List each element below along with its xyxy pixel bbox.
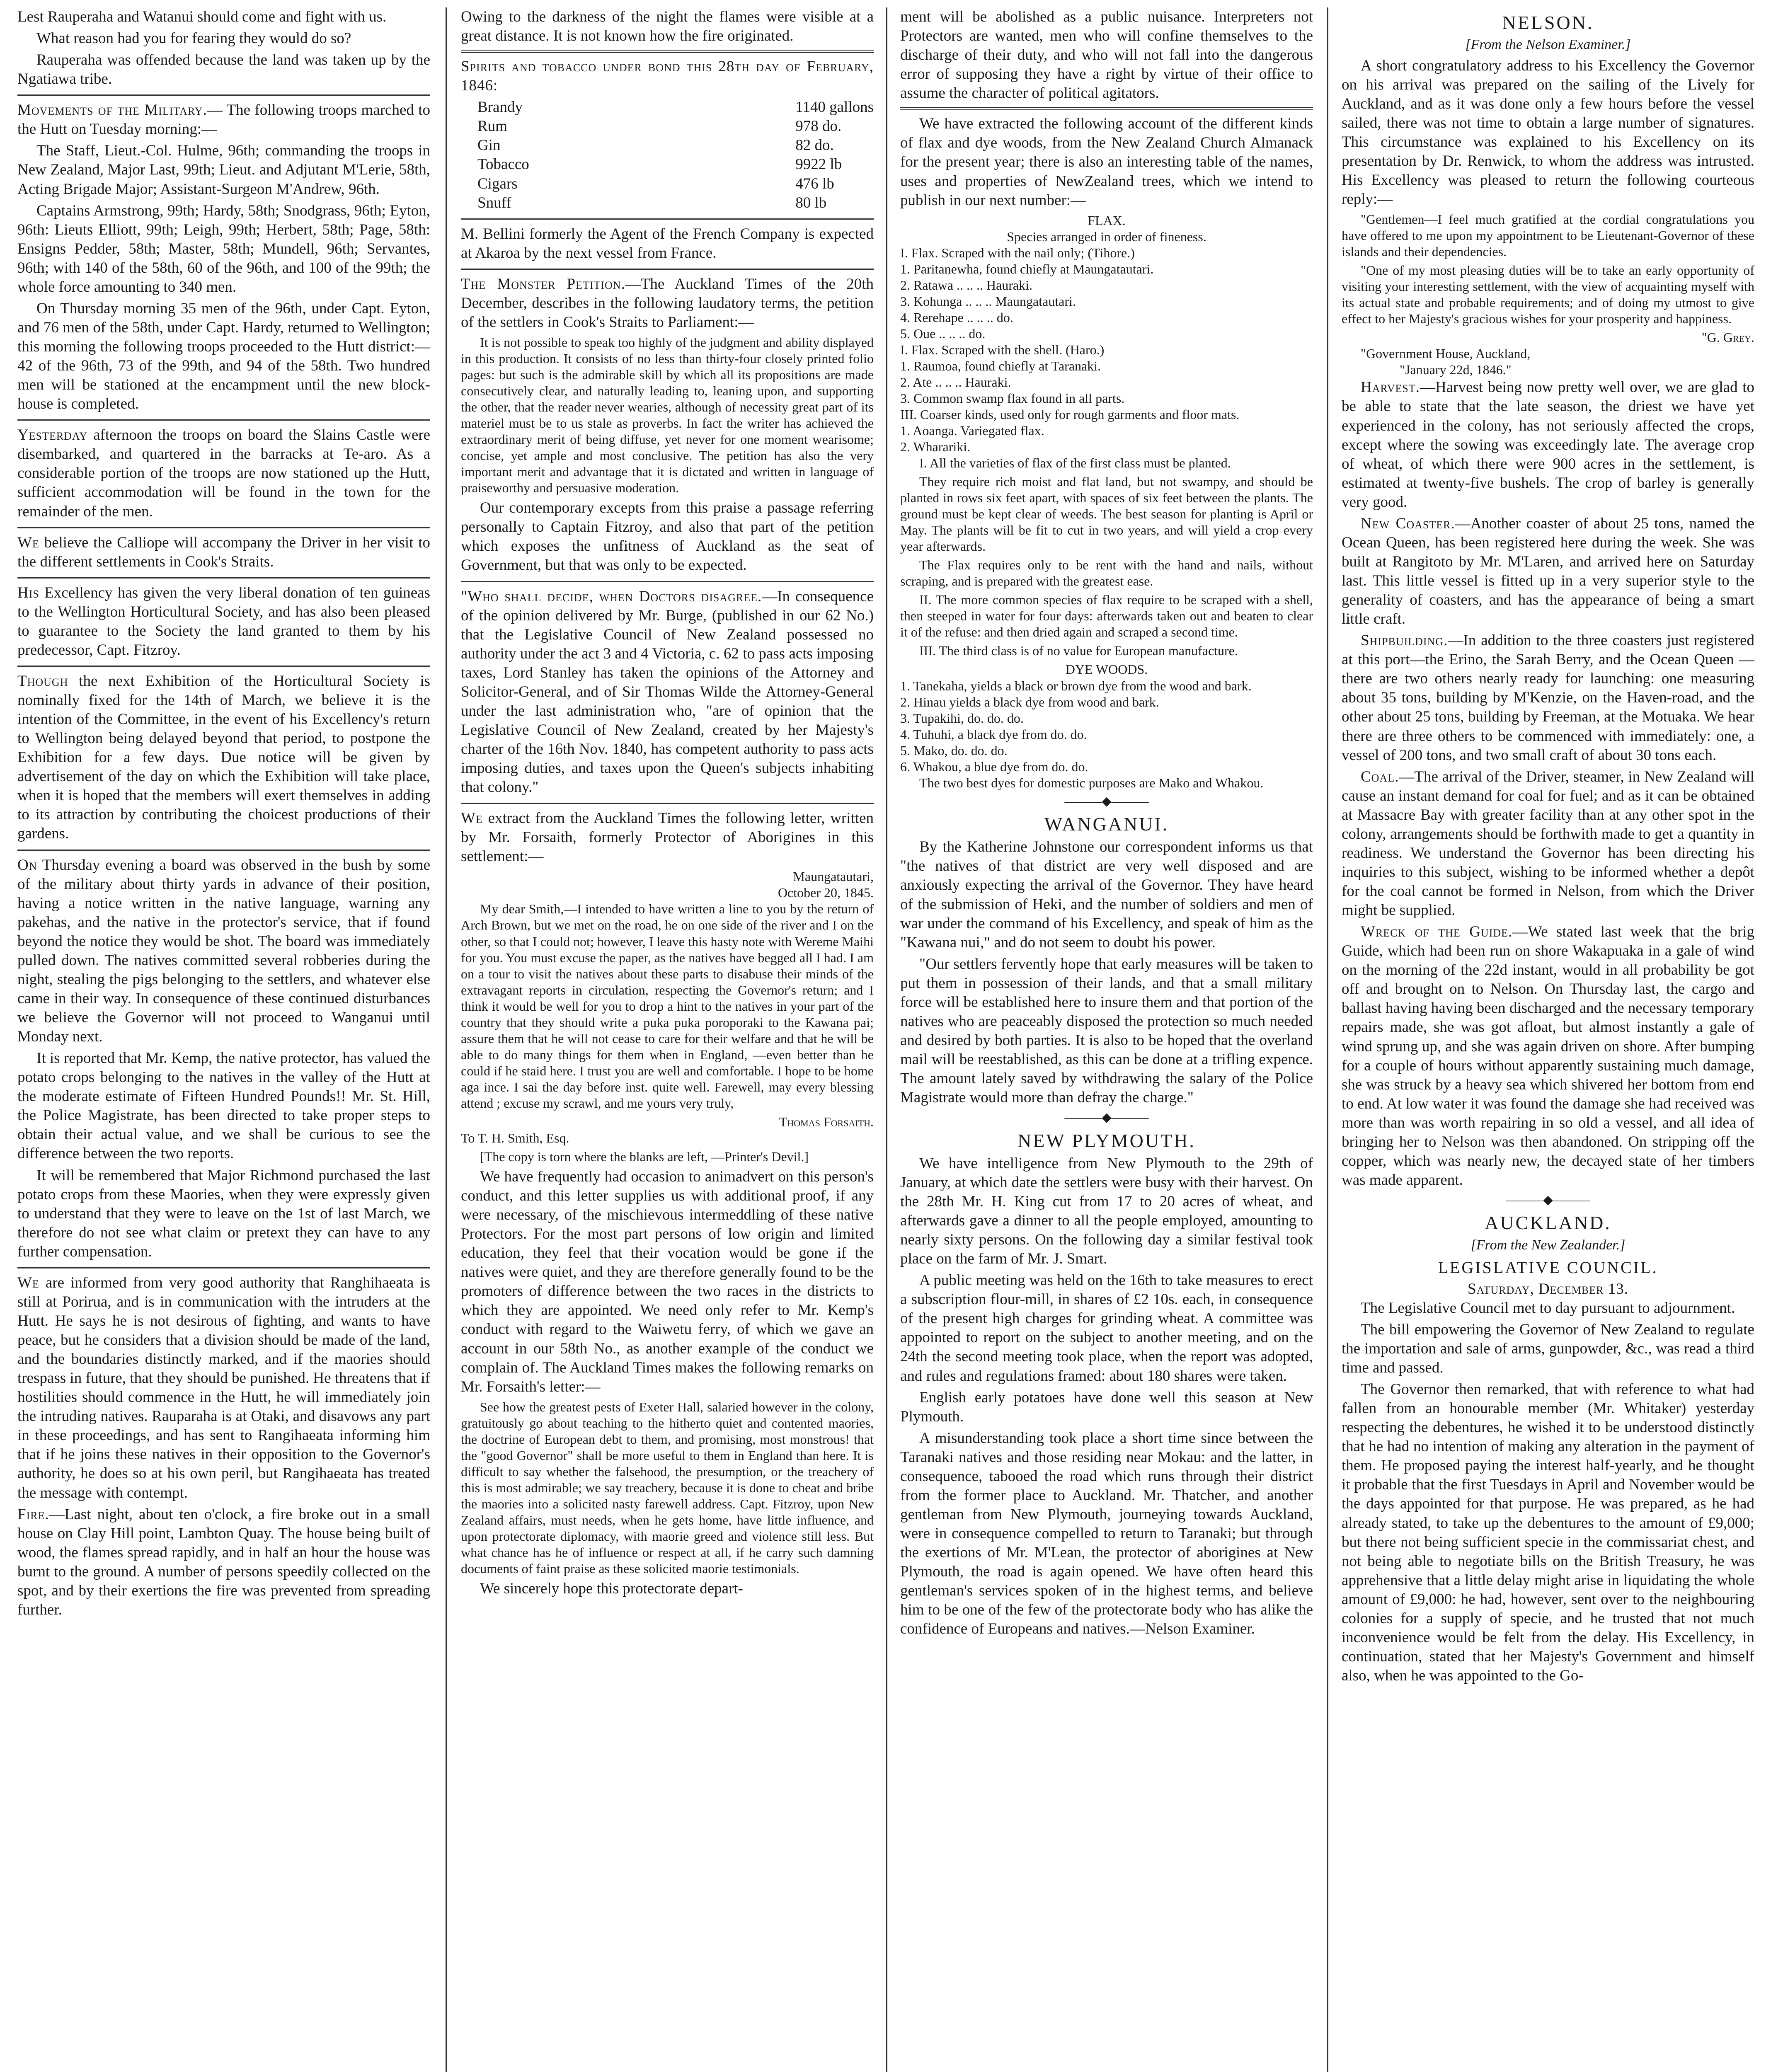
article-paragraph (17, 201, 430, 297)
stock-item: Brandy (477, 99, 523, 116)
article-paragraph (17, 856, 430, 1047)
article-paragraph (17, 672, 430, 844)
stock-quantity: 1140 gallons (795, 99, 874, 116)
reply-paragraph-2: "One of my most pleasing duties will be to take an early opportunity of visiting your interesting settlement, with the view of acquainting myself with its actual state and probable requirements; and of doing my utmost to give effect to her Majesty's gracious wishes for your prosperity and happiness. (1342, 263, 1754, 327)
council-paragraph-1: The Legislative Council met to day pursuant to adjournment. (1361, 1299, 1735, 1317)
flax-list-item: 2. Wharariki. (900, 439, 971, 455)
paragraph-text: — The following troops marched to the Hutt on Tuesday morning:— (17, 102, 430, 138)
reply-signature: "G. Grey. (1701, 330, 1754, 345)
new-plymouth-paragraph-3: English early potatoes have done well this season at New Plymouth. (900, 1389, 1313, 1425)
flax-list-item: 5. Oue .. .. .. do. (900, 326, 986, 341)
stock-quantity: 80 lb (795, 194, 827, 211)
flax-list (900, 245, 1313, 455)
letter-date: October 20, 1845. (778, 885, 874, 900)
wanganui-heading: WANGANUI. (1044, 813, 1169, 835)
new-plymouth-paragraph-1: We have intelligence from New Plymouth to the 29th of January, at which date the settlers were busy with their harvest. On the 28th Mr. H. King cut from 17 to 20 acres of wheat, and afterwards gave a dinner to all the people employed, amounting to nearly sixty persons. On the following day a similar festival took place on the farm of Mr. J. Smart. (900, 1155, 1313, 1268)
lead-words: Though (17, 672, 68, 690)
divider (461, 218, 874, 220)
stock-item: Cigars (477, 175, 518, 192)
article-paragraph (17, 426, 430, 521)
column-rule (1327, 7, 1328, 2072)
letter-recipient: To T. H. Smith, Esq. (461, 1130, 569, 1145)
paragraph-text: On Thursday morning 35 men of the 96th, under Capt. Eyton, and 76 men of the 58th, under Capt. Hardy, returned to Wellington; this morning the following troops proceeded to the Hutt district:—42 of the 96th, 73 of the 99th, and 94 of the 58th. Two hundred men will be stationed at the encampment until the new block-house is completed. (17, 300, 430, 413)
divider (17, 850, 430, 851)
dye-list-item: 3. Tupakihi, do. do. do. (900, 710, 1024, 726)
ornament-icon: ———◆——— (1506, 1193, 1590, 1207)
council-heading: LEGISLATIVE COUNCIL. (1438, 1258, 1658, 1277)
article-paragraph (17, 7, 430, 27)
flax-list-item: I. Flax. Scraped with the nail only; (Tihore.) (900, 245, 1135, 260)
paragraph-text: Captains Armstrong, 99th; Hardy, 58th; Snodgrass, 96th; Eyton, 96th: Lieuts Elliott, 99th; Leigh, 99th; Herbert, 58th; Page, 58th: Ensigns Pedder, 58th; Master, 58th; Mundell, 96th; Servantes, 96th; with 140 of the 58th, 60 of the 96th, and 100 of the 99th; the whole force amounting to 340 men. (17, 202, 430, 295)
article-paragraph (17, 51, 430, 89)
paragraph-text: What reason had you for fearing they would do so? (36, 30, 351, 47)
bellini-notice: M. Bellini formerly the Agent of the French Company is expected at Akaroa by the next vessel from France. (461, 225, 874, 261)
letter-signature: Thomas Forsaith. (779, 1114, 874, 1129)
flax-list-item: 3. Common swamp flax found in all parts. (900, 390, 1125, 406)
divider (17, 419, 430, 421)
column-4 (1332, 7, 1764, 2072)
new-plymouth-paragraph-2: A public meeting was held on the 16th to take measures to erect a subscription flour-mill, in shares of £2 10s. each, in consequence of the present high charges for grinding wheat. A committee was appointed to report on the subject to another meeting, and on the 24th the second meeting took place, when the report was adopted, and rules and regulations framed: about 180 shares were taken. (900, 1272, 1313, 1385)
stock-item: Rum (477, 118, 507, 135)
new-plymouth-paragraph-4: A misunderstanding took place a short time since between the Taranaki natives and those residing near Mokau: and the latter, in consequence, tabooed the road which runs through their district from the former place to Auckland. Mr. Thatcher, and another gentleman from New Plymouth, journeying towards Auckland, were in consequence compelled to return to Taranaki; but through the exertions of Mr. M'Lean, the protector of aborigines at New Plymouth, the road is again opened. We have often heard this gentleman's services spoken of in the highest terms, and believe him to be one of the few of the protectorate body who has alike the confidence of Europeans and natives.—Nelson Examiner. (900, 1429, 1313, 1638)
nelson-paragraph: A short congratulatory address to his Excellency the Governor on his arrival was prepared on the sailing of the Lively for Auckland, and as it was done only a few hours before the vessel sailed, there was not time to obtain a large number of signatures. This circumstance was explained to his Excellency on its presentation by Dr. Renwick, to whom the address was intrusted. His Excellency was pleased to return the following courteous reply:— (1342, 57, 1754, 208)
nelson-heading: NELSON. (1502, 12, 1594, 33)
extract-paragraph: We extract from the Auckland Times the following letter, written by Mr. Forsaith, formerly Protector of Aborigines in this settlement:— (461, 810, 874, 865)
dye-list-item: 1. Tanekaha, yields a black or brown dye from the wood and bark. (900, 678, 1252, 693)
flax-note: I. All the varieties of flax of the first class must be planted. (919, 455, 1231, 471)
paragraph-text: are informed from very good authority that Ranghihaeata is still at Porirua, and is in communication with the intruders at the Hutt. He says he is not desirous of fighting, and wants to have peace, but he considers that a division should be made of the land, and the boundaries distinctly marked, and if the maories should trespass in future, that they should be punished. He threatens that if hostilities should commence in the Hutt, he will immediately join the intruding natives. Rauparaha is at Otaki, and disavows any part in these proceedings, and has sent to Rangihaeata informing him that if he joins these natives in their opposition to the Governor's authority, he does so at his own peril, but Rangihaeata has treated the message with contempt. (17, 1274, 430, 1501)
lead-words: His (17, 584, 39, 601)
column-1 (8, 7, 439, 2072)
petition-paragraph: The Monster Petition.—The Auckland Times of the 20th December, describes in the following laudatory terms, the petition of the settlers in Cook's Straits to Parliament:— (461, 275, 874, 331)
council-paragraph-3: The Governor then remarked, that with reference to what had fallen from an honourable member (Mr. Whitaker) yesterday respecting the debentures, he wished it to be understood distinctly that he had no intention of making any alteration in the payment of them. He proposed paying the interest half-yearly, and he thought it probable that the first Tuesdays in April and November would be the days appointed for that purpose. He was prepared, as he had already stated, to take up the debentures to the amount of £9,000; but there not being sufficient specie in the commissariat chest, and not being able to negotiate bills on the British Treasury, he was apprehensive that a little delay might arise in liquidating the whole amount of £9,000: he had, however, sent over to the neighbouring colonies for a supply of specie, and he trusted that not much inconvenience would be felt from the delay. His Excellency, in continuation, stated that her Majesty's Government and himself also, when he was appointed to the Go- (1342, 1381, 1754, 1685)
letter-body: My dear Smith,—I intended to have written a line to you by the return of Arch Brown, but we met on the road, he on one side of the river and I on the other, so that I could not; however, I leave this hasty note with Wereme Maihi for you. You must excuse the paper, as the natives have begged all I had. I am on a tour to visit the natives about these parts to disabuse their minds of the extravagant reports in circulation, respecting the Governor's return; and I think it would be well for you to drop a hint to the natives in your part of the country that they should write a puka puka poroporaki to the Kawana pai; assure them that he will not cease to care for their welfare and that he will be able to do many things for them when in England, —even better than he could if he staid here. I trust you are well and comfortable. I hope to be home aga ince. I sai the day before inst. quite well. Farewell, may every blessing attend ; excuse my scrawl, and me yours very truly, (461, 901, 874, 1111)
lead-words: Yesterday (17, 426, 88, 444)
article-paragraph (17, 1049, 430, 1163)
wreck-paragraph: Wreck of the Guide.—We stated last week that the brig Guide, which had been run on shore Wakapuaka in a gale of wind on the morning of the 22d instant, would in all probability be got off and brought on to Nelson. On Thursday last, the cargo and ballast having having been discharged and the necessary temporary repairs made, she was got afloat, but almost instantly a gale of wind sprung up, and she was again driven on shore. After bumping for a couple of hours without apparently sustaining much damage, she was struck by a heavy sea which shivered her bottom from end to end. At low water it was found the damage she had received was more than was worth repairing in so old a vessel, and all idea of bringing her to Nelson was then abandoned. On stripping off the copper, which was nearly new, the decayed state of her timbers was made apparent. (1342, 923, 1754, 1188)
paragraph-text: believe the Calliope will accompany the Driver in her visit to the different settlements in Cook's Straits. (17, 534, 430, 570)
article-paragraph (17, 29, 430, 48)
flax-list-item: 2. Ratawa .. .. .. Hauraki. (900, 277, 1033, 293)
article-paragraph (17, 141, 430, 198)
flax-notes (900, 455, 1313, 659)
article-paragraph (17, 1273, 430, 1503)
paragraph-text: It is reported that Mr. Kemp, the native protector, has valued the potato crops belonging to the natives in the valley of the Hutt at the moderate estimate of Fifteen Hundred Pounds!! Mr. St. Hill, the Police Magistrate, has been directed to take proper steps to obtain their actual value, and we shall be curious to see the difference between the two reports. (17, 1050, 430, 1162)
divider (17, 1267, 430, 1268)
lead-words: Fire. (17, 1506, 49, 1523)
paragraph-text: afternoon the troops on board the Slains Castle were disembarked, and quartered in the barracks at Te-aro. As a considerable portion of the troops are now stationed up the Hutt, sufficient accommodation will be found in the town for the remainder of the men. (17, 426, 430, 520)
ornament-icon: ———◆——— (1064, 794, 1149, 808)
column-rule (886, 7, 887, 2072)
auckland-source: [From the New Zealander.] (1470, 1237, 1626, 1253)
flax-intro: We have extracted the following account of the different kinds of flax and dye woods, from the New Zealand Church Almanack for the present year; there is also an interesting table of the names, uses and properties of NewZealand trees, which we intend to publish in our next number:— (900, 115, 1313, 209)
paragraph-text: The Staff, Lieut.-Col. Hulme, 96th; commanding the troops in New Zealand, Major Last, 99th; Lieut. and Adjutant M'Lerie, 58th, Acting Brigade Major; Assistant-Surgeon M'Andrew, 96th. (17, 142, 430, 198)
flax-list-item: 1. Aoanga. Variegated flax. (900, 423, 1044, 438)
flax-list-item: I. Flax. Scraped with the shell. (Haro.) (900, 342, 1105, 357)
column-rule (446, 7, 447, 2072)
dye-heading: DYE WOODS. (1065, 662, 1148, 677)
stock-item: Snuff (477, 194, 511, 211)
new-plymouth-heading: NEW PLYMOUTH. (1017, 1130, 1196, 1151)
divider (17, 577, 430, 579)
dye-list-item: 6. Whakou, a blue dye from do. do. (900, 759, 1088, 774)
flax-note: The Flax requires only to be rent with the hand and nails, without scraping, and is prepared with the greatest ease. (900, 557, 1313, 589)
column-2 (452, 7, 883, 2072)
stock-quantity: 978 do. (795, 118, 842, 135)
coaster-paragraph: New Coaster.—Another coaster of about 25 tons, named the Ocean Queen, has been registered here during the week. She was built at Rangitoto by Mr. M'Laren, and arrived here on Saturday last. This little vessel is fitted up in a very superior style to the generality of coasters, and has the appearance of being a smart little craft. (1342, 515, 1754, 628)
dye-list-item: 2. Hinau yields a black dye from wood and bark. (900, 694, 1159, 709)
nelson-source: [From the Nelson Examiner.] (1465, 37, 1631, 53)
harvest-paragraph: Harvest.—Harvest being now pretty well over, we are glad to be able to state that the late season, the driest we have yet experienced in the colony, has not seriously affected the crops, except where the sowing was exceedingly late. The average crop of wheat, of which there were 900 acres in the settlement, is estimated at twenty-five bushels. The crop of barley is generally very good. (1342, 379, 1754, 511)
article-paragraph (17, 583, 430, 660)
paragraph-text: Thursday evening a board was observed in the bush by some of the military about thirty yards in advance of their position, having a notice written in the native language, warning any pakehas, and the native in the protector's service, that if found beyond the notice they would be shot. The board was immediately pulled down. The natives committed several robberies during the night, stealing the pigs belonging to the settlers, and whatever else came in their way. In consequence of these continued disturbances we believe the Governor will not proceed to Wanganui until Monday next. (17, 856, 430, 1046)
protectorate-continued: ment will be abolished as a public nuisance. Interpreters not Protectors are wanted, men who will confine themselves to the discharge of their duty, and who will not fall into the dangerous error of supposing they have a right by virtue of their office to assume the character of political agitators. (900, 8, 1313, 102)
flax-note: II. The more common species of flax require to be scraped with a shell, then steeped in water for four days: afterwards taken out and beaten to clear it of the refuse: and then dried again and scraped a second time. (900, 592, 1313, 640)
dye-list (900, 678, 1313, 775)
paragraph-text: Rauperaha was offended because the land was taken up by the Ngatiawa tribe. (17, 51, 430, 88)
divider (900, 107, 1313, 110)
reply-paragraph-1: "Gentlemen—I feel much gratified at the cordial congratulations you have offered to me upon my appointment to be Lieutenant-Governor of these islands and their dependencies. (1342, 212, 1754, 259)
stock-item: Gin (477, 137, 501, 154)
paragraph-text: Lest Rauperaha and Watanui should come and fight with us. (17, 8, 387, 25)
divider (17, 94, 430, 96)
ornament-icon: ———◆——— (1064, 1111, 1149, 1125)
spirits-heading: Spirits and tobacco under bond this 28th day of February, 1846: (461, 58, 874, 94)
petition-quote: It is not possible to speak too highly of the judgment and ability displayed in this production. It consists of no less than thirty-four closely printed folio pages: but such is the admirable skill by which all its propositions are made consecutively clear, and naturally leading to, leaning upon, and supporting the other, that the reader never wearies, although of necessity great part of its materiel must be to us stale as proverbs. In fact the writer has achieved the extraordinary merit of being diffuse, yet never for one moment wearisome; concise, yet ample and most conclusive. The petition has also the very important merit and advantage that it is dictated and written in language of praiseworthy and persuasive moderation. (461, 334, 874, 496)
dye-list-item: 5. Mako, do. do. do. (900, 743, 1008, 758)
flax-note: They require rich moist and flat land, but not swampy, and should be planted in rows six feet apart, with spaces of six feet between the plants. The ground must be kept clear of weeds. The best season for planting is April or May. The plants will be fit to cut in two years, and will yield a crop every year afterwards. (900, 474, 1313, 554)
reply-date: "January 22d, 1846." (1400, 362, 1512, 378)
divider (461, 803, 874, 804)
divider (17, 666, 430, 667)
dye-note: The two best dyes for domestic purposes are Mako and Whakou. (919, 775, 1264, 790)
sincerely-paragraph: We sincerely hope this protectorate depart- (480, 1580, 743, 1598)
frequent-paragraph: We have frequently had occasion to animadvert on this person's conduct, and this letter supplies us with additional proof, if any were necessary, of the mischievous intermeddling of these native Protectors. For the most part persons of low origin and limited education, they feel that their vocation would be gone if the natives were quiet, and they are therefore generally found to be the promoters of difference between the two races in the districts to which they are appointed. We need only refer to Mr. Kemp's conduct with regard to the Waiwetu ferry, of which we gave an account in our 58th No., as another example of the conduct we complain of. The Auckland Times makes the following remarks on Mr. Forsaith's letter:— (461, 1168, 874, 1395)
divider (461, 50, 874, 53)
lead-words: We (17, 534, 39, 551)
lead-words: We (17, 1274, 39, 1291)
stock-quantity: 476 lb (795, 175, 834, 192)
flax-list-item: 1. Raumoa, found chiefly at Taranaki. (900, 358, 1101, 373)
contemporary-paragraph: Our contemporary excepts from this praise a passage referring personally to Captain Fitzroy, and also that part of the petition which exposes the unfitness of Auckland as the seat of Government, but that was only to be expected. (461, 499, 874, 574)
flax-note: III. The third class is of no value for European manufacture. (919, 643, 1238, 658)
stock-item: Tobacco (477, 156, 529, 173)
article-paragraph (17, 101, 430, 139)
article-paragraph (17, 1166, 430, 1261)
flax-list-item: III. Coarser kinds, used only for rough garments and floor mats. (900, 407, 1240, 422)
flax-list-item: 3. Kohunga .. .. .. Maungatautari. (900, 293, 1076, 309)
bonded-stock-table (477, 98, 874, 212)
lead-words: Movements of the Military. (17, 102, 207, 119)
auckland-heading: AUCKLAND. (1485, 1212, 1611, 1234)
divider (17, 527, 430, 528)
flax-order: Species arranged in order of fineness. (1007, 229, 1206, 244)
dye-list-item: 4. Tuhuhi, a black dye from do. do. (900, 726, 1087, 742)
article-paragraph (17, 1505, 430, 1619)
flax-heading: FLAX. (1088, 213, 1126, 228)
doctors-paragraph: "Who shall decide, when Doctors disagree.—In consequence of the opinion delivered by Mr. Burge, (published in our 62 No.) that the Legislative Council of New Zealand possessed no authority under the act 3 and 4 Victoria, c. 62 to pass acts imposing taxes, Lord Stanley has taken the opinions of the Attorney and Solicitor-General, and of Sir Thomas Wilde the Attorney-General under the last administration who, "are of opinion that the Legislative Council of New Zealand, created by her Majesty's charter of the 16th Nov. 1840, has competent authority to pass acts imposing duties, and taxes upon the Queen's subjects inhabiting that colony." (461, 588, 874, 796)
flax-list-item: 1. Paritanewha, found chiefly at Maungatautari. (900, 261, 1154, 276)
wanganui-paragraph-1: By the Katherine Johnstone our correspondent informs us that "the natives of that district are very well disposed and are anxiously expecting the arrival of the Governor. They have heard of the submission of Heki, and the number of soldiers and men of war under the command of his Excellency, and speak of him as the "Kawana nui," and do not seem to doubt his power. (900, 838, 1313, 951)
divider (461, 269, 874, 270)
reply-place: "Government House, Auckland, (1361, 346, 1531, 361)
column-3 (891, 7, 1322, 2072)
council-paragraph-2: The bill empowering the Governor of New Zealand to regulate the importation and sale of arms, gunpowder, &c., was read a third time and passed. (1342, 1321, 1754, 1377)
printer-note: [The copy is torn where the blanks are left, —Printer's Devil.] (480, 1149, 809, 1164)
fire-continued: Owing to the darkness of the night the flames were visible at a great distance. It is not known how the fire originated. (461, 8, 874, 45)
stock-quantity: 82 do. (795, 137, 834, 154)
flax-list-item: 2. Ate .. .. .. Hauraki. (900, 374, 1011, 390)
paragraph-text: the next Exhibition of the Horticultural Society is nominally fixed for the 14th of March, we believe it is the intention of the Committee, in the event of his Excellency's return to Wellington being delayed beyond that period, to postpone the Exhibition for a few days. Due notice will be given by advertisement of the day on which the Exhibition will take place, when it is hoped that the members will exert themselves in adding to its attraction by contributing the choicest productions of their gardens. (17, 672, 430, 842)
wanganui-paragraph-2: "Our settlers fervently hope that early measures will be taken to put them in possession of their lands, and that a small military force will be established here to insure them and that portion of the natives who are peaceably disposed the protection so much needed and desired by both parties. It is also to be hoped that the overland mail will be reestablished, as this can be done at a trifling expence. The amount lately saved by withdrawing the salary of the Police Magistrate would more than defray the charge." (900, 955, 1313, 1106)
letter-place: Maungatautari, (793, 869, 874, 884)
council-date: Saturday, December 13. (1468, 1280, 1628, 1297)
divider (461, 581, 874, 582)
paragraph-text: —Last night, about ten o'clock, a fire broke out in a small house on Clay Hill point, Lambton Quay. The house being built of wood, the flames spread rapidly, and in half an hour the house was burnt to the ground. A number of persons speedily collected on the spot, and by their exertions the fire was prevented from spreading further. (17, 1506, 430, 1618)
shipbuilding-paragraph: Shipbuilding.—In addition to the three coasters just registered at this port—the Erino, the Sarah Berry, and the Ocean Queen —there are two others nearly ready for launching: one measuring about 35 tons, building by M'Kenzie, on the Haven-road, and the other about 25 tons, building by Freeman, at the Motuaka. We hear there are three others to be commenced with immediately: one, a vessel of 200 tons, and two small craft of about 30 tons each. (1342, 632, 1754, 764)
exeter-quote: See how the greatest pests of Exeter Hall, salaried however in the colony, gratuitously go about teaching to the hitherto quiet and contented maories, the doctrine of European debt to them, and promising, most monstrous! that the "good Governor" shall be more useful to them in England than here. It is difficult to say whether the falsehood, the presumption, or the treachery of this is most admirable; we say treachery, because it is done to cheat and bribe the maories into a solicited nasty farewell address. Capt. Fitzroy, upon New Zealand affairs, must needs, when he gets home, have little influence, and upon protectorate diplomacy, with maorie greed and violence still less. But what chance has he of influence or respect at all, if he carry such damning documents of faint praise as these solicited maorie testimonials. (461, 1399, 874, 1576)
paragraph-text: Excellency has given the very liberal donation of ten guineas to the Wellington Horticultural Society, and has also been pleased to guarantee to the Society the land granted to them by his predecessor, Capt. Fitzroy. (17, 584, 430, 658)
article-paragraph (17, 533, 430, 571)
stock-quantity: 9922 lb (795, 156, 842, 173)
lead-words: On (17, 856, 37, 874)
paragraph-text: It will be remembered that Major Richmond purchased the last potato crops from these Maories, when they were expressly given to understand that they were to leave on the 1st of last March, we therefore do not see what claim or pretext they can have to any further compensation. (17, 1167, 430, 1260)
article-paragraph (17, 299, 430, 414)
coal-paragraph: Coal.—The arrival of the Driver, steamer, in New Zealand will cause an instant demand for coal for fuel; and as it can be obtained at Massacre Bay with greater facility than at any other spot in the colony, arrangements should be forthwith made to get a quantity in readiness. We understand the Governor has been directing his inquiries to this subject, wishing to be informed whether a depôt for the coal cannot be formed in Nelson, from which the Driver might be supplied. (1342, 768, 1754, 919)
flax-list-item: 4. Rerehape .. .. .. do. (900, 310, 1013, 325)
